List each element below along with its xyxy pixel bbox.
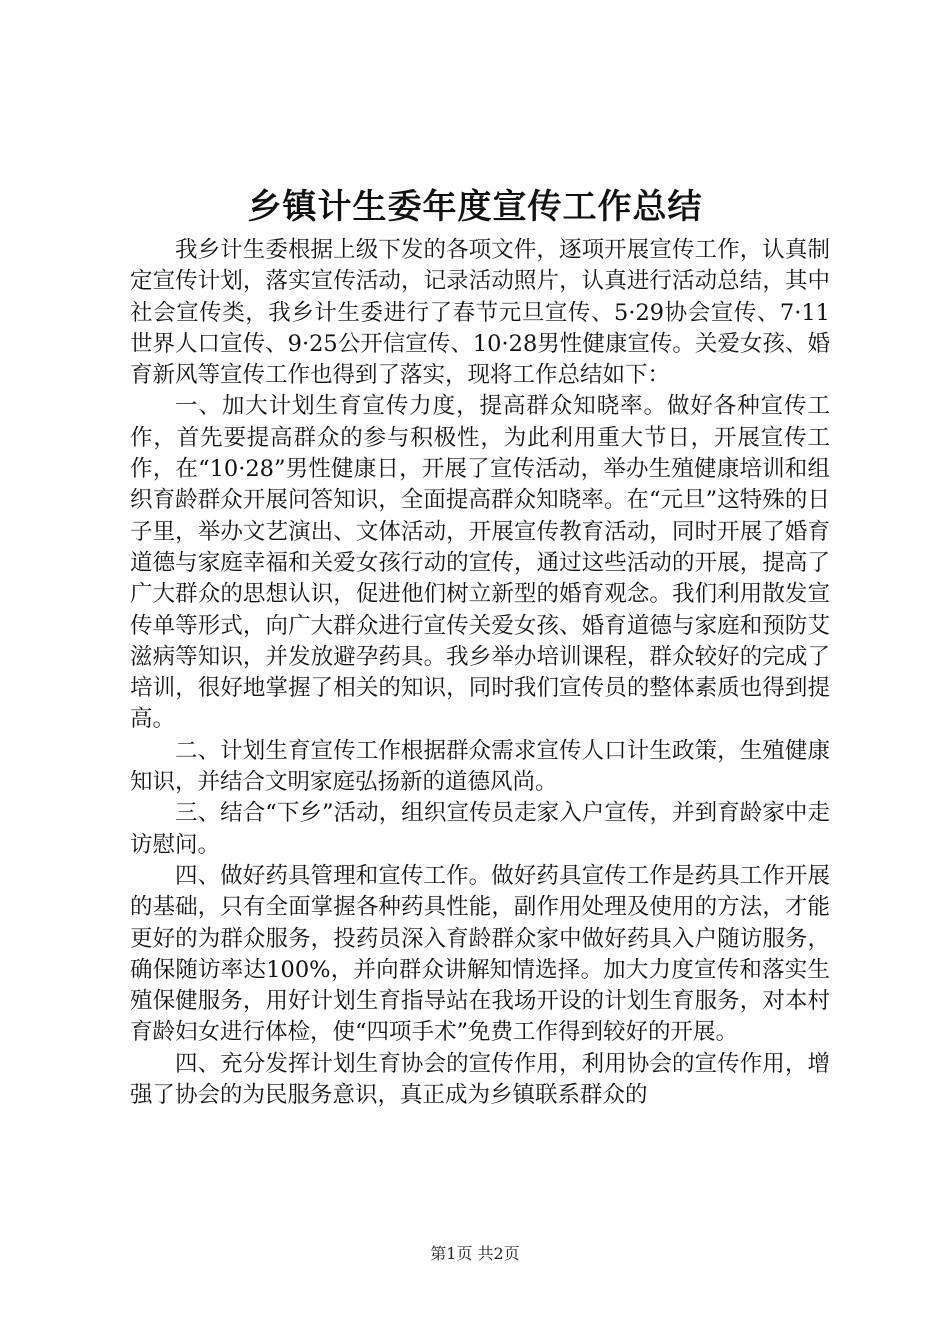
paragraph-section-4: 四、做好药具管理和宣传工作。做好药具宣传工作是药具工作开展的基础，只有全面掌握各种药具性能，副作用处理及使用的方法，才能更好的为群众服务，投药员深入育龄群众家中做好药具入户随访服务，确保随访率达100%，并向群众讲解知情选择。加大力度宣传和落实生殖保健服务，用好计划生育指导站在我场开设的计划生育服务，对本村育龄妇女进行体检，使“四项手术”免费工作得到较好的开展。 bbox=[130, 862, 830, 1046]
document-title: 乡镇计生委年度宣传工作总结 bbox=[247, 187, 703, 227]
document-body bbox=[130, 235, 830, 1111]
page-number: 第1页 共2页 bbox=[430, 1244, 520, 1263]
paragraph-section-4b: 四、充分发挥计划生育协会的宣传作用，利用协会的宣传作用，增强了协会的为民服务意识，真正成为乡镇联系群众的 bbox=[130, 1050, 830, 1109]
paragraph-section-1: 一、加大计划生育宣传力度，提高群众知晓率。做好各种宣传工作，首先要提高群众的参与积极性，为此利用重大节日，开展宣传工作，在“10·28”男性健康日，开展了宣传活动，举办生殖健康培训和组织育龄群众开展问答知识，全面提高群众知晓率。在“元旦”这特殊的日子里，举办文艺演出、文体活动，开展宣传教育活动，同时开展了婚育道德与家庭幸福和关爱女孩行动的宣传，通过这些活动的开展，提高了广大群众的思想认识，促进他们树立新型的婚育观念。我们利用散发宣传单等形式，向广大群众进行宣传关爱女孩、婚育道德与家庭和预防艾滋病等知识，并发放避孕药具。我乡举办培训课程，群众较好的完成了培训，很好地掌握了相关的知识，同时我们宣传员的整体素质也得到提高。 bbox=[130, 393, 830, 733]
paragraph-section-2: 二、计划生育宣传工作根据群众需求宣传人口计生政策，生殖健康知识，并结合文明家庭弘扬新的道德风尚。 bbox=[130, 737, 830, 796]
paragraph-intro: 我乡计生委根据上级下发的各项文件，逐项开展宣传工作，认真制定宣传计划，落实宣传活动，记录活动照片，认真进行活动总结，其中社会宣传类，我乡计生委进行了春节元旦宣传、5·29协会宣传、7·11世界人口宣传、9·25公开信宣传、10·28男性健康宣传。关爱女孩、婚育新风等宣传工作也得到了落实，现将工作总结如下： bbox=[130, 237, 830, 389]
paragraph-section-3: 三、结合“下乡”活动，组织宣传员走家入户宣传，并到育龄家中走访慰问。 bbox=[130, 800, 830, 858]
